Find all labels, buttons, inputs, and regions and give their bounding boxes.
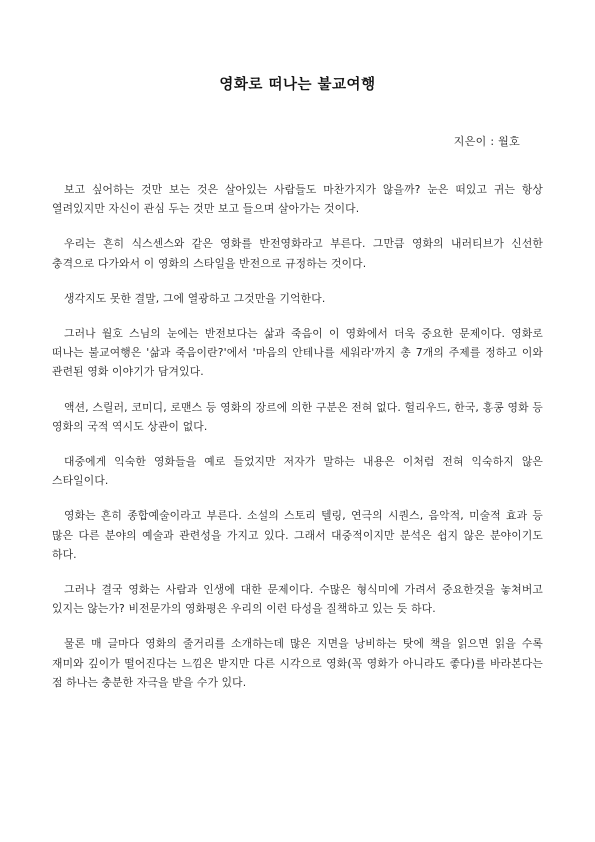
paragraph: 그러나 월호 스님의 눈에는 반전보다는 삶과 죽음이 이 영화에서 더욱 중요한 문제이다. 영화로 떠나는 불교여행은 '삶과 죽음이란?'에서 '마음의 안테나를 세워라'까지 총 7개의 주제를 정하고 이와 관련된 영화 이야기가 담겨있다. [52,327,543,379]
paragraph: 보고 싶어하는 것만 보는 것은 살아있는 사람들도 마찬가지가 않을까? 눈은 떠있고 귀는 항상 열려있지만 자신이 관심 두는 것만 보고 들으며 살아가는 것이다. [52,183,543,216]
paragraph: 물론 매 글마다 영화의 줄거리를 소개하는데 많은 지면을 낭비하는 탓에 책을 읽으면 읽을 수록 재미와 깊이가 떨어진다는 느낌은 받지만 다른 시각으로 영화(꼭 영화가 아니라도 좋다)를 바라본다는 점 하나는 충분한 자극을 받을 수가 있다. [52,637,543,689]
paragraph: 그러나 결국 영화는 사람과 인생에 대한 문제이다. 수많은 형식미에 가려서 중요한것을 놓쳐버고 있지는 않는가? 비전문가의 영화평은 우리의 이런 타성을 질책하고 있는 듯 하다. [52,583,543,616]
paragraph: 우리는 흔히 식스센스와 같은 영화를 반전영화라고 부른다. 그만큼 영화의 내러티브가 신선한 충격으로 다가와서 이 영화의 스타일을 반전으로 규정하는 것이다. [52,237,543,270]
document-body [52,180,543,708]
paragraph: 생각지도 못한 결말, 그에 열광하고 그것만을 기억한다. [64,291,326,305]
document-title: 영화로 떠나는 불교여행 [219,77,376,93]
paragraph: 액션, 스릴러, 코미디, 로맨스 등 영화의 장르에 의한 구분은 전혀 없다. 헐리우드, 한국, 홍콩 영화 등 영화의 국적 역시도 상관이 없다. [52,400,543,433]
paragraph: 영화는 흔히 종합예술이라고 부른다. 소설의 스토리 텔링, 연극의 시퀀스, 음악적, 미술적 효과 등 많은 다른 분야의 예술과 관련성을 가지고 있다. 그래서 대중적이지만 분석은 쉽지 않은 분야이기도 하다. [52,509,543,561]
paragraph: 대중에게 익숙한 영화들을 예로 들었지만 저자가 말하는 내용은 이처럼 전혀 익숙하지 않은 스타일이다. [52,455,543,488]
author-line: 지은이 : 월호 [453,135,520,148]
